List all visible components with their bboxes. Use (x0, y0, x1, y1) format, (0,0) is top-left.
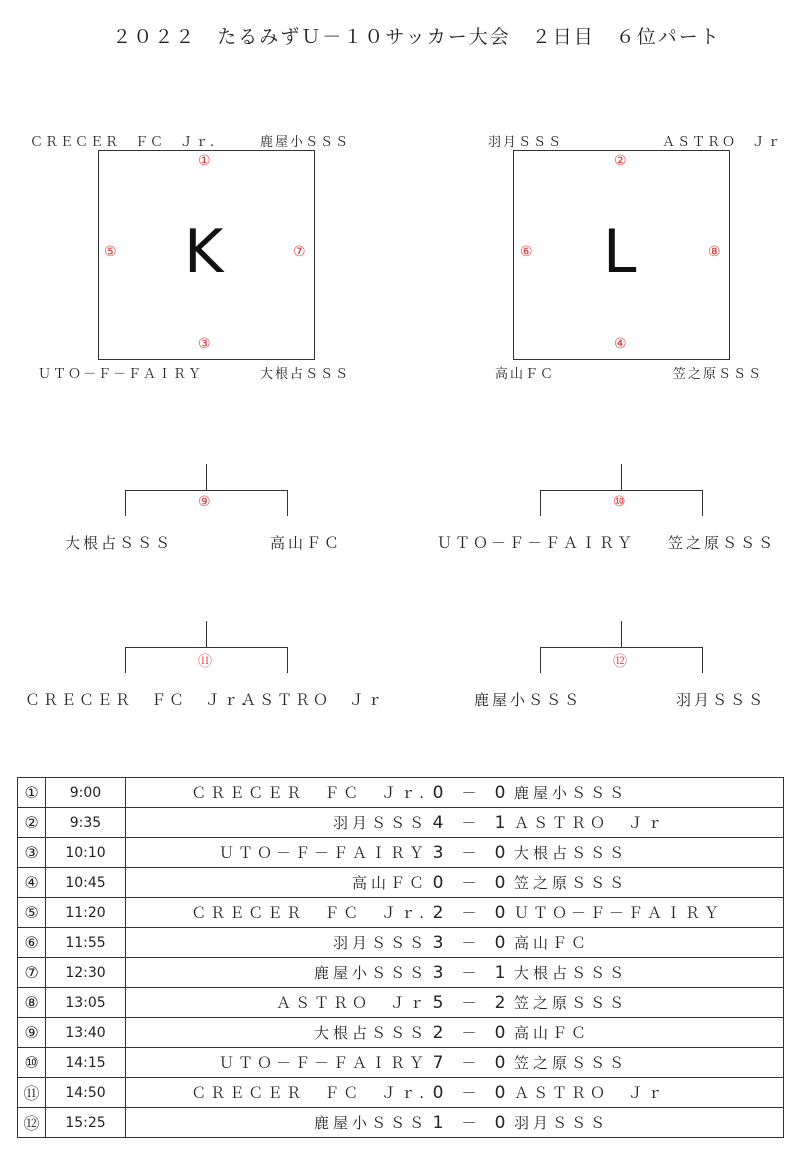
score-dash: － (461, 1024, 477, 1042)
group-l-bottom-right-team: 笠之原ＳＳＳ (673, 367, 764, 382)
match-number: ⑩ (18, 1048, 46, 1078)
table-row (18, 928, 784, 958)
match-number: ⑦ (18, 958, 46, 988)
match-number-2: ② (614, 153, 627, 169)
home-score: 3 (432, 842, 444, 863)
score-dash: － (461, 844, 477, 862)
bracket-11-left-team: ＣＲＥＣＥＲ ＦＣ Ｊｒ. (25, 691, 249, 709)
bracket-12-number: ⑫ (613, 654, 627, 670)
away-team: 大根占ＳＳＳ (514, 844, 629, 862)
kickoff-time: 11:55 (46, 928, 126, 958)
score-dash: － (461, 814, 477, 832)
table-row (18, 868, 784, 898)
away-score: 0 (494, 902, 506, 923)
group-l-top-left-team: 羽月ＳＳＳ (488, 135, 564, 150)
away-score: 0 (494, 1052, 506, 1073)
match-cell (126, 838, 784, 868)
score-dash: － (461, 964, 477, 982)
group-l-label: L (603, 217, 637, 287)
score-dash: － (461, 784, 477, 802)
match-number-4: ④ (614, 336, 627, 352)
bracket-11-right-team: ＡＳＴＲＯ Ｊｒ (241, 691, 386, 709)
kickoff-time: 10:10 (46, 838, 126, 868)
group-k-label: K (184, 217, 224, 287)
kickoff-time: 14:15 (46, 1048, 126, 1078)
table-row (18, 1078, 784, 1108)
kickoff-time: 12:30 (46, 958, 126, 988)
bracket-9-left-team: 大根占ＳＳＳ (65, 534, 174, 552)
group-l-bottom-left-team: 高山ＦＣ (495, 367, 556, 382)
home-score: 5 (432, 992, 444, 1013)
score-dash: － (461, 904, 477, 922)
match-number: ⑧ (18, 988, 46, 1018)
kickoff-time: 9:35 (46, 808, 126, 838)
home-score: 3 (432, 962, 444, 983)
kickoff-time: 9:00 (46, 778, 126, 808)
match-cell (126, 958, 784, 988)
match-number: ⑥ (18, 928, 46, 958)
match-cell (126, 1048, 784, 1078)
match-number-3: ③ (198, 336, 211, 352)
away-team: 鹿屋小ＳＳＳ (514, 784, 629, 802)
match-number: ⑫ (18, 1108, 46, 1138)
home-team: 大根占ＳＳＳ (313, 1024, 428, 1042)
away-team: 羽月ＳＳＳ (514, 1114, 610, 1132)
kickoff-time: 14:50 (46, 1078, 126, 1108)
kickoff-time: 15:25 (46, 1108, 126, 1138)
table-row (18, 988, 784, 1018)
away-team: 大根占ＳＳＳ (514, 964, 629, 982)
match-cell (126, 1108, 784, 1138)
home-team: 羽月ＳＳＳ (332, 814, 428, 832)
score-dash: － (461, 1084, 477, 1102)
home-score: 7 (432, 1052, 444, 1073)
table-row (18, 1048, 784, 1078)
home-score: 2 (432, 1022, 444, 1043)
home-team: ＡＳＴＲＯ Ｊｒ (275, 994, 428, 1012)
match-number: ③ (18, 838, 46, 868)
table-row (18, 778, 784, 808)
away-score: 1 (494, 812, 506, 833)
away-team: ＡＳＴＲＯ Ｊｒ (514, 814, 667, 832)
home-score: 1 (432, 1112, 444, 1133)
match-number: ⑨ (18, 1018, 46, 1048)
home-team: ＵＴＯ－Ｆ－ＦＡＩＲＹ (218, 1054, 428, 1072)
bracket-12-right-team: 羽月ＳＳＳ (676, 691, 767, 709)
match-number: ④ (18, 868, 46, 898)
match-number: ⑤ (18, 898, 46, 928)
bracket-10-number: ⑩ (613, 494, 626, 510)
kickoff-time: 10:45 (46, 868, 126, 898)
home-score: 4 (432, 812, 444, 833)
table-row (18, 1018, 784, 1048)
away-team: ＡＳＴＲＯ Ｊｒ (514, 1084, 667, 1102)
away-score: 2 (494, 992, 506, 1013)
home-team: ＣＲＥＣＥＲ ＦＣ Ｊｒ. (191, 904, 428, 922)
away-score: 0 (494, 842, 506, 863)
score-dash: － (461, 1054, 477, 1072)
home-team: ＣＲＥＣＥＲ ＦＣ Ｊｒ. (191, 784, 428, 802)
match-number-8: ⑧ (708, 244, 721, 260)
away-team: 笠之原ＳＳＳ (514, 994, 629, 1012)
bracket-11-number: ⑪ (198, 654, 212, 670)
score-dash: － (461, 934, 477, 952)
home-score: 2 (432, 902, 444, 923)
bracket-9-right-team: 高山ＦＣ (270, 534, 343, 552)
table-row (18, 838, 784, 868)
away-score: 0 (494, 872, 506, 893)
home-team: ＵＴＯ－Ｆ－ＦＡＩＲＹ (218, 844, 428, 862)
away-team: ＵＴＯ－Ｆ－ＦＡＩＲＹ (514, 904, 724, 922)
kickoff-time: 13:40 (46, 1018, 126, 1048)
home-score: 0 (432, 782, 444, 803)
match-cell (126, 868, 784, 898)
kickoff-time: 11:20 (46, 898, 126, 928)
away-team: 笠之原ＳＳＳ (514, 874, 629, 892)
home-team: 羽月ＳＳＳ (332, 934, 428, 952)
home-team: 鹿屋小ＳＳＳ (313, 1114, 428, 1132)
match-cell (126, 808, 784, 838)
away-score: 0 (494, 1082, 506, 1103)
score-dash: － (461, 994, 477, 1012)
group-k-top-right-team: 鹿屋小ＳＳＳ (260, 135, 351, 150)
match-cell (126, 898, 784, 928)
match-number-5: ⑤ (104, 244, 117, 260)
bracket-10-left-team: ＵＴＯ－Ｆ－ＦＡＩＲＹ (437, 534, 636, 552)
match-cell (126, 988, 784, 1018)
away-team: 笠之原ＳＳＳ (514, 1054, 629, 1072)
away-score: 0 (494, 1022, 506, 1043)
match-number: ⑪ (18, 1078, 46, 1108)
table-row (18, 958, 784, 988)
score-dash: － (461, 874, 477, 892)
match-number-7: ⑦ (293, 244, 306, 260)
away-score: 1 (494, 962, 506, 983)
score-dash: － (461, 1114, 477, 1132)
match-number: ① (18, 778, 46, 808)
away-team: 高山ＦＣ (514, 1024, 591, 1042)
group-k-bottom-right-team: 大根占ＳＳＳ (260, 367, 351, 382)
kickoff-time: 13:05 (46, 988, 126, 1018)
match-cell (126, 928, 784, 958)
bracket-10-right-team: 笠之原ＳＳＳ (668, 534, 777, 552)
home-score: 0 (432, 1082, 444, 1103)
schedule-table (17, 777, 784, 1138)
table-row (18, 808, 784, 838)
table-row (18, 1108, 784, 1138)
match-number-1: ① (198, 153, 211, 169)
group-k-top-left-team: ＣＲＥＣＥＲ ＦＣ Ｊｒ. (30, 135, 217, 150)
away-score: 0 (494, 782, 506, 803)
match-cell (126, 1078, 784, 1108)
home-team: ＣＲＥＣＥＲ ＦＣ Ｊｒ. (191, 1084, 428, 1102)
away-score: 0 (494, 932, 506, 953)
match-number-6: ⑥ (520, 244, 533, 260)
bracket-12-left-team: 鹿屋小ＳＳＳ (474, 691, 583, 709)
table-row (18, 898, 784, 928)
home-score: 0 (432, 872, 444, 893)
home-team: 高山ＦＣ (351, 874, 428, 892)
away-team: 高山ＦＣ (514, 934, 591, 952)
home-score: 3 (432, 932, 444, 953)
match-cell (126, 1018, 784, 1048)
group-k-bottom-left-team: ＵＴＯ－Ｆ－ＦＡＩＲＹ (38, 367, 204, 382)
away-score: 0 (494, 1112, 506, 1133)
page-title: ２０２２ たるみずＵ－１０サッカー大会 ２日目 ６位パート (112, 26, 721, 48)
match-cell (126, 778, 784, 808)
bracket-9-number: ⑨ (198, 494, 211, 510)
group-l-top-right-team: ＡＳＴＲＯ Ｊｒ (662, 135, 783, 150)
match-number: ② (18, 808, 46, 838)
home-team: 鹿屋小ＳＳＳ (313, 964, 428, 982)
